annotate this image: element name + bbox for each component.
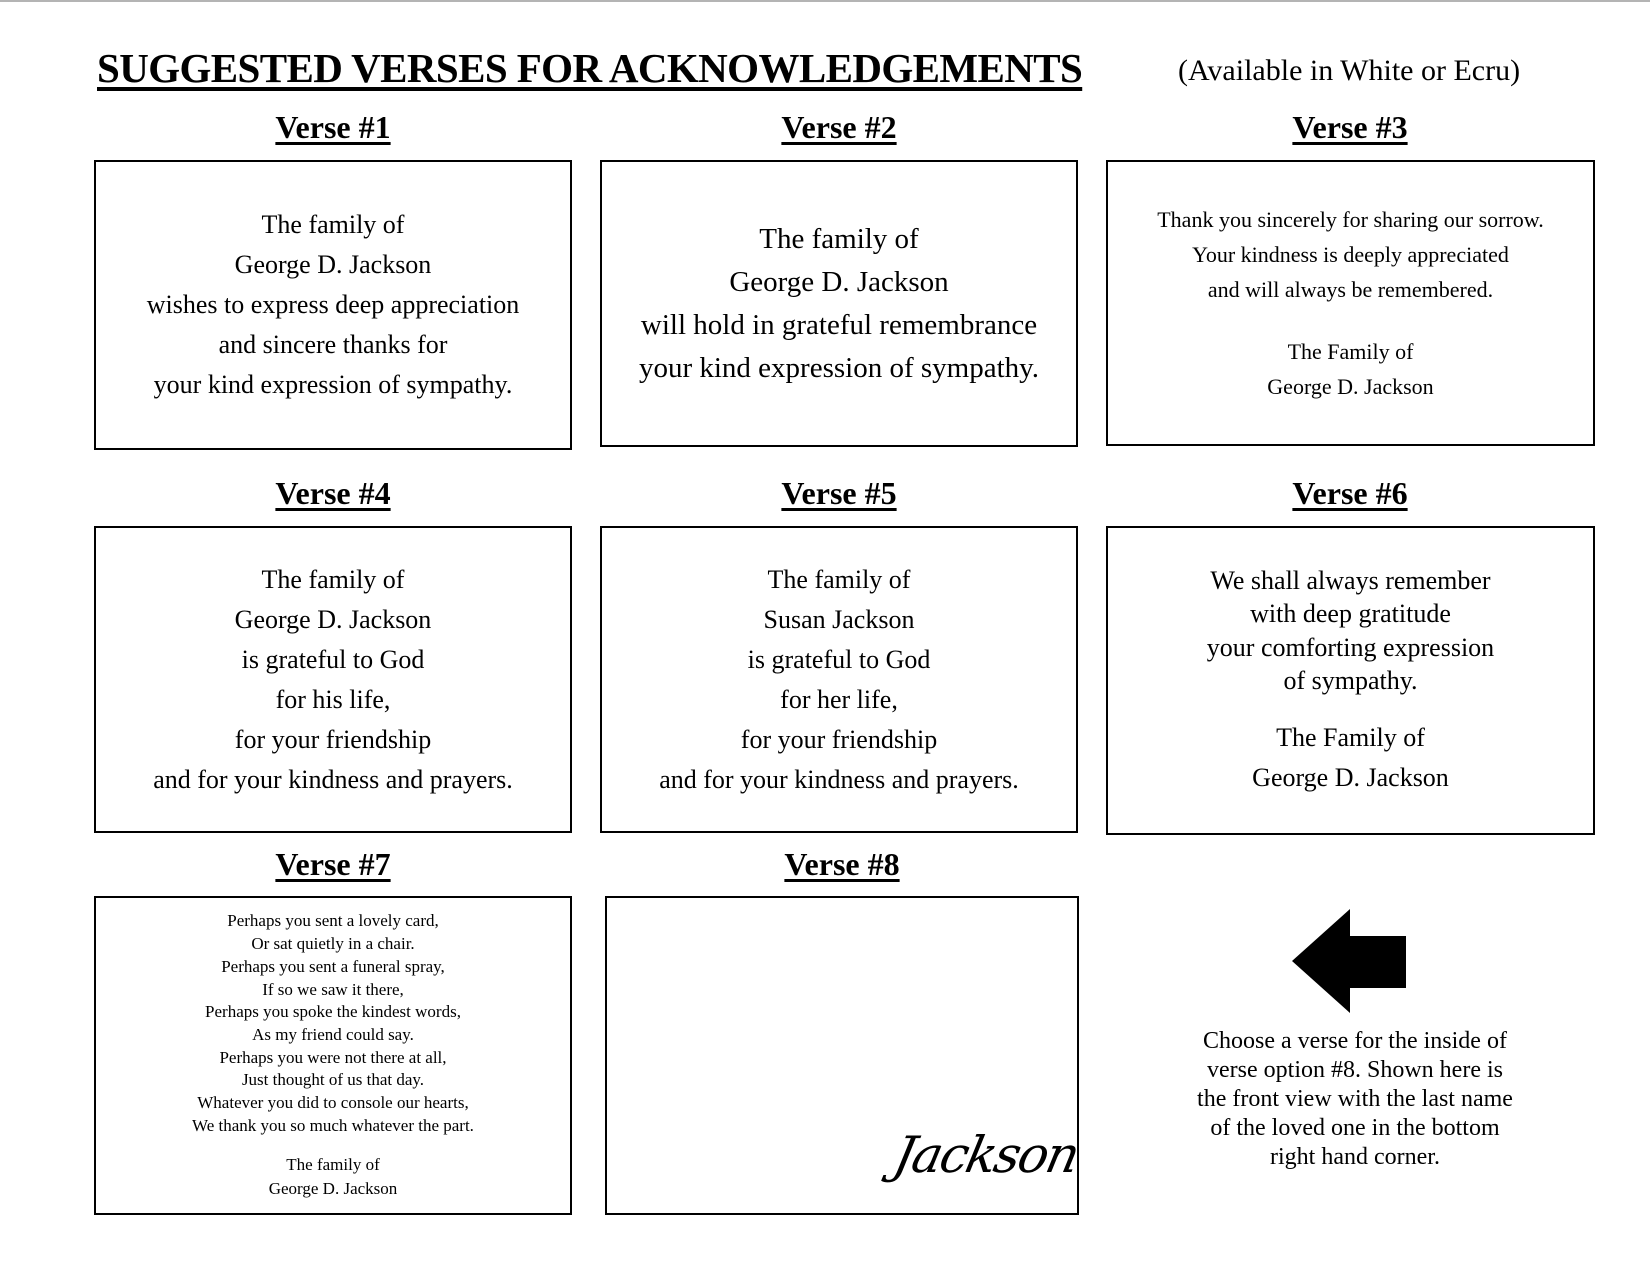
verse-line: and for your kindness and prayers. bbox=[659, 764, 1019, 794]
verse-line: Susan Jackson bbox=[763, 604, 915, 634]
verse-line: and for your kindness and prayers. bbox=[153, 764, 513, 794]
signature-line: George D. Jackson bbox=[268, 1178, 398, 1198]
verse-line: The family of bbox=[767, 564, 911, 594]
left-arrow-icon bbox=[1292, 909, 1408, 1015]
verse-line: is grateful to God bbox=[241, 644, 425, 674]
verse-line: Whatever you did to console our hearts, bbox=[197, 1093, 469, 1113]
verse-line: for her life, bbox=[780, 684, 898, 714]
verse-line: Just thought of us that day. bbox=[241, 1070, 425, 1090]
verse-line: Perhaps you sent a funeral spray, bbox=[221, 956, 445, 976]
verse-7-heading: Verse #7 bbox=[275, 846, 391, 882]
instruction-line: right hand corner. bbox=[1270, 1144, 1440, 1170]
verse-line: will hold in grateful remembrance bbox=[640, 308, 1038, 341]
verse-7-card[interactable] bbox=[94, 896, 572, 1215]
signature-line: George D. Jackson bbox=[1252, 762, 1449, 792]
signature-line: The Family of bbox=[1287, 339, 1414, 364]
verse-5-heading: Verse #5 bbox=[781, 475, 897, 511]
verse-line: Your kindness is deeply appreciated bbox=[1192, 242, 1509, 267]
verse-line: The family of bbox=[261, 564, 405, 594]
verse-3-card[interactable] bbox=[1106, 160, 1595, 446]
verse-line: George D. Jackson bbox=[234, 250, 432, 279]
verse-line: for his life, bbox=[275, 684, 391, 714]
instruction-line: Choose a verse for the inside of bbox=[1203, 1028, 1507, 1054]
verse-6-heading: Verse #6 bbox=[1292, 475, 1408, 511]
verse-line: Perhaps you sent a lovely card, bbox=[227, 911, 439, 931]
verse-line: of sympathy. bbox=[1283, 666, 1418, 695]
verse-4-card[interactable] bbox=[94, 526, 572, 833]
verse-8-instructions bbox=[1175, 1027, 1535, 1172]
verse-line: Perhaps you were not there at all, bbox=[219, 1047, 447, 1067]
verse-line: is grateful to God bbox=[747, 644, 931, 674]
verse-8-heading: Verse #8 bbox=[784, 846, 900, 882]
verse-line: The family of bbox=[759, 222, 919, 255]
verse-line: George D. Jackson bbox=[234, 604, 432, 634]
verse-line: for your friendship bbox=[740, 724, 938, 754]
verse-line: George D. Jackson bbox=[729, 265, 949, 298]
verse-line: your kind expression of sympathy. bbox=[153, 370, 513, 399]
verse-line: Perhaps you spoke the kindest words, bbox=[205, 1002, 461, 1022]
signature-line: The Family of bbox=[1276, 722, 1425, 752]
verse-line: your kind expression of sympathy. bbox=[638, 351, 1040, 384]
instruction-line: of the loved one in the bottom bbox=[1210, 1115, 1500, 1141]
verse-line: We shall always remember bbox=[1210, 565, 1491, 595]
verse-line: Or sat quietly in a chair. bbox=[251, 934, 415, 954]
verse-1-heading: Verse #1 bbox=[275, 109, 391, 145]
verse-line: for your friendship bbox=[234, 724, 432, 754]
verse-2-card[interactable] bbox=[600, 160, 1078, 447]
verse-3-heading: Verse #3 bbox=[1292, 109, 1408, 145]
verse-line: If so we saw it there, bbox=[262, 979, 404, 999]
verse-line: The family of bbox=[261, 210, 405, 239]
verse-line: with deep gratitude bbox=[1250, 599, 1451, 628]
verse-line: We thank you so much whatever the part. bbox=[192, 1115, 474, 1135]
verse-line: and will always be remembered. bbox=[1207, 277, 1494, 302]
verse-5-card[interactable] bbox=[600, 526, 1078, 833]
verse-1-card[interactable] bbox=[94, 160, 572, 450]
instruction-line: verse option #8. Shown here is bbox=[1207, 1057, 1503, 1083]
verse-line: Thank you sincerely for sharing our sorrow. bbox=[1157, 207, 1544, 232]
verse-line: and sincere thanks for bbox=[218, 330, 448, 359]
verse-line: your comforting expression bbox=[1206, 632, 1495, 662]
verse-line: wishes to express deep appreciation bbox=[146, 290, 520, 319]
verse-4-heading: Verse #4 bbox=[275, 475, 391, 511]
instruction-line: the front view with the last name bbox=[1197, 1086, 1513, 1112]
top-border-line bbox=[0, 0, 1650, 2]
signature-line: The family of bbox=[286, 1154, 380, 1174]
verse-6-card[interactable] bbox=[1106, 526, 1595, 835]
page-subtitle: (Available in White or Ecru) bbox=[1178, 54, 1521, 87]
page-title: SUGGESTED VERSES FOR ACKNOWLEDGEMENTS bbox=[97, 45, 1083, 91]
verse-line: As my friend could say. bbox=[252, 1025, 414, 1044]
front-name-script: Jackson bbox=[888, 1126, 1084, 1184]
verse-2-heading: Verse #2 bbox=[781, 109, 897, 145]
signature-line: George D. Jackson bbox=[1267, 374, 1434, 399]
